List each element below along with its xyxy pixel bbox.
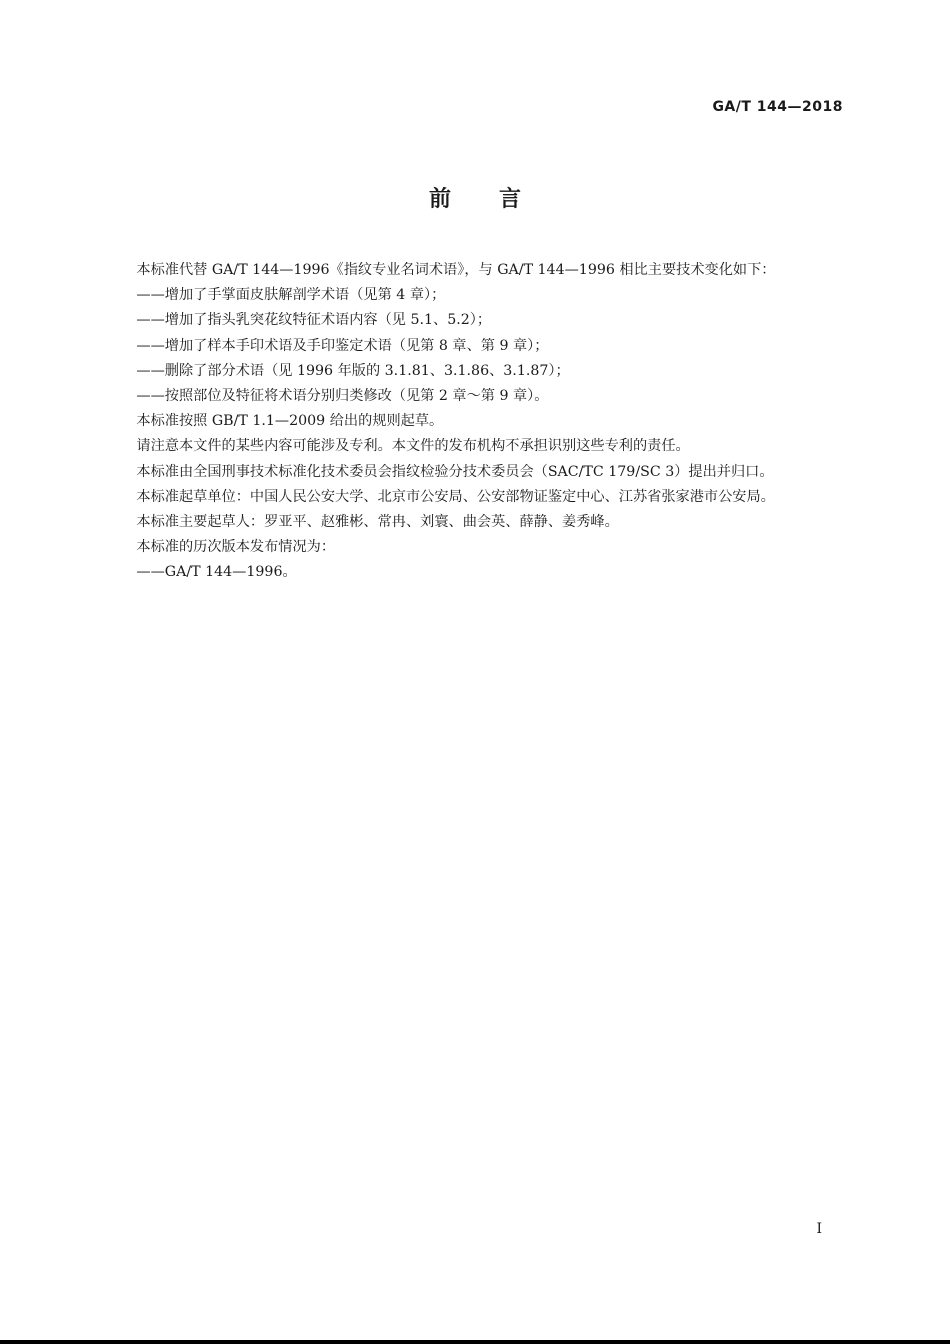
- standard-code: GA/T 144—2018: [712, 99, 843, 115]
- page-title: 前言: [428, 187, 569, 212]
- paragraph-drafting-units: 本标准起草单位：中国人民公安大学、北京市公安局、公安部物证鉴定中心、江苏省张家港市公安局。: [136, 488, 775, 505]
- paragraph-change-1: ——增加了手掌面皮肤解剖学术语（见第 4 章）；: [136, 287, 446, 304]
- paragraph-proposer: 本标准由全国刑事技术标准化技术委员会指纹检验分技术委员会（SAC/TC 179/SC 3）提出并归口。: [136, 463, 774, 480]
- paragraph-change-3: ——增加了样本手印术语及手印鉴定术语（见第 8 章、第 9 章）；: [136, 337, 549, 354]
- foreword-body: [108, 258, 844, 586]
- paragraph-patent-notice: 请注意本文件的某些内容可能涉及专利。本文件的发布机构不承担识别这些专利的责任。: [136, 438, 690, 455]
- paragraph-drafters: 本标准主要起草人：罗亚平、赵雅彬、常冉、刘寰、曲会英、薛静、姜秀峰。: [136, 514, 619, 531]
- paragraph-history-item: ——GA/T 144—1996。: [136, 564, 297, 581]
- paragraph-change-4: ——删除了部分术语（见 1996 年版的 3.1.81、3.1.86、3.1.87）；: [136, 362, 570, 379]
- paragraph-drafting-rules: 本标准按照 GB/T 1.1—2009 给出的规则起草。: [136, 413, 444, 430]
- page-number: I: [816, 1221, 822, 1237]
- paragraph-change-2: ——增加了指头乳突花纹特征术语内容（见 5.1、5.2）；: [136, 312, 492, 329]
- paragraph-history-intro: 本标准的历次版本发布情况为：: [136, 539, 336, 556]
- bottom-border: [0, 1340, 950, 1344]
- paragraph-change-5: ——按照部位及特征将术语分别归类修改（见第 2 章～第 9 章）。: [136, 388, 549, 405]
- paragraph-intro: 本标准代替 GA/T 144—1996《指纹专业名词术语》，与 GA/T 144—1996 相比主要技术变化如下：: [136, 262, 776, 278]
